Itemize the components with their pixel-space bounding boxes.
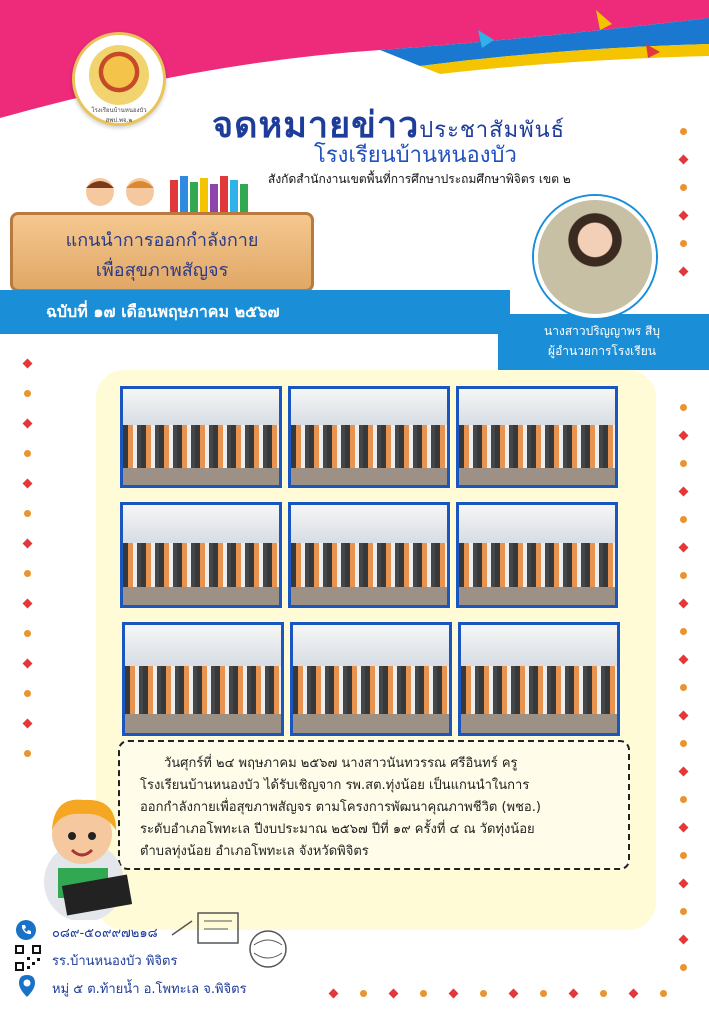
doodle-illustration: [168, 905, 292, 977]
activity-photo: [122, 622, 284, 736]
description-line: ตำบลทุ่งน้อย อำเภอโพทะเล จังหวัดพิจิตร: [140, 844, 369, 859]
title-small: ประชาสัมพันธ์: [419, 118, 566, 143]
activity-photo: [290, 622, 452, 736]
activity-photo: [456, 502, 618, 608]
activity-photo: [120, 386, 282, 488]
description-line: วันศุกร์ที่ ๒๔ พฤษภาคม ๒๕๖๗ นางสาวนันทวรรณ ศรีอินทร์ ครู: [164, 756, 518, 771]
description-line: ระดับอำเภอโพทะเล ปีงบประมาณ ๒๕๖๗ ปีที่ ๑๙ ครั้งที่ ๔ ณ วัดทุ่งน้อย: [140, 822, 535, 837]
director-role: ผู้อำนวยการโรงเรียน: [548, 344, 656, 358]
activity-photo: [120, 502, 282, 608]
emblem-icon: [89, 45, 149, 105]
school-logo: [72, 32, 166, 126]
activity-photo: [456, 386, 618, 488]
description-box: [118, 740, 630, 870]
logo-caption: โรงเรียนบ้านหนองบัว สพป.พจ.๒: [91, 107, 147, 124]
description-line: โรงเรียนบ้านหนองบัว ได้รับเชิญจาก รพ.สต.ทุ่งน้อย เป็นแกนนำในการ: [140, 778, 530, 793]
facebook-page: รร.บ้านหนองบัว พิจิตร: [52, 954, 178, 969]
topic-line-1: แกนนำการออกกำลังกาย: [65, 230, 259, 251]
boy-reading-illustration: [24, 790, 144, 920]
affiliation: สังกัดสำนักงานเขตพื้นที่การศึกษาประถมศึกษาพิจิตร เขต ๒: [268, 172, 571, 186]
activity-photo: [288, 502, 450, 608]
phone-icon: [16, 920, 36, 940]
director-photo: [534, 196, 656, 318]
director-name: นางสาวปริญญาพร สีบุ: [544, 324, 660, 338]
topic-banner: [10, 212, 314, 292]
topic-line-2: เพื่อสุขภาพสัญจร: [95, 260, 229, 281]
location-pin-icon: [18, 974, 36, 998]
issue-label: ฉบับที่ ๑๗ เดือนพฤษภาคม ๒๕๖๗: [46, 302, 280, 321]
address: หมู่ ๕ ต.ท้ายน้ำ อ.โพทะเล จ.พิจิตร: [52, 982, 247, 997]
activity-photo: [288, 386, 450, 488]
phone-number: ๐๘๙-๕๐๙๙๗๒๑๘: [52, 926, 158, 941]
school-name: โรงเรียนบ้านหนองบัว: [314, 143, 517, 168]
qr-code-icon: [14, 944, 42, 972]
description-line: ออกกำลังกายเพื่อสุขภาพสัญจร ตามโครงการพัฒนาคุณภาพชีวิต (พชอ.): [140, 800, 541, 815]
activity-photo: [458, 622, 620, 736]
title-big: จดหมายข่าว: [212, 105, 420, 146]
